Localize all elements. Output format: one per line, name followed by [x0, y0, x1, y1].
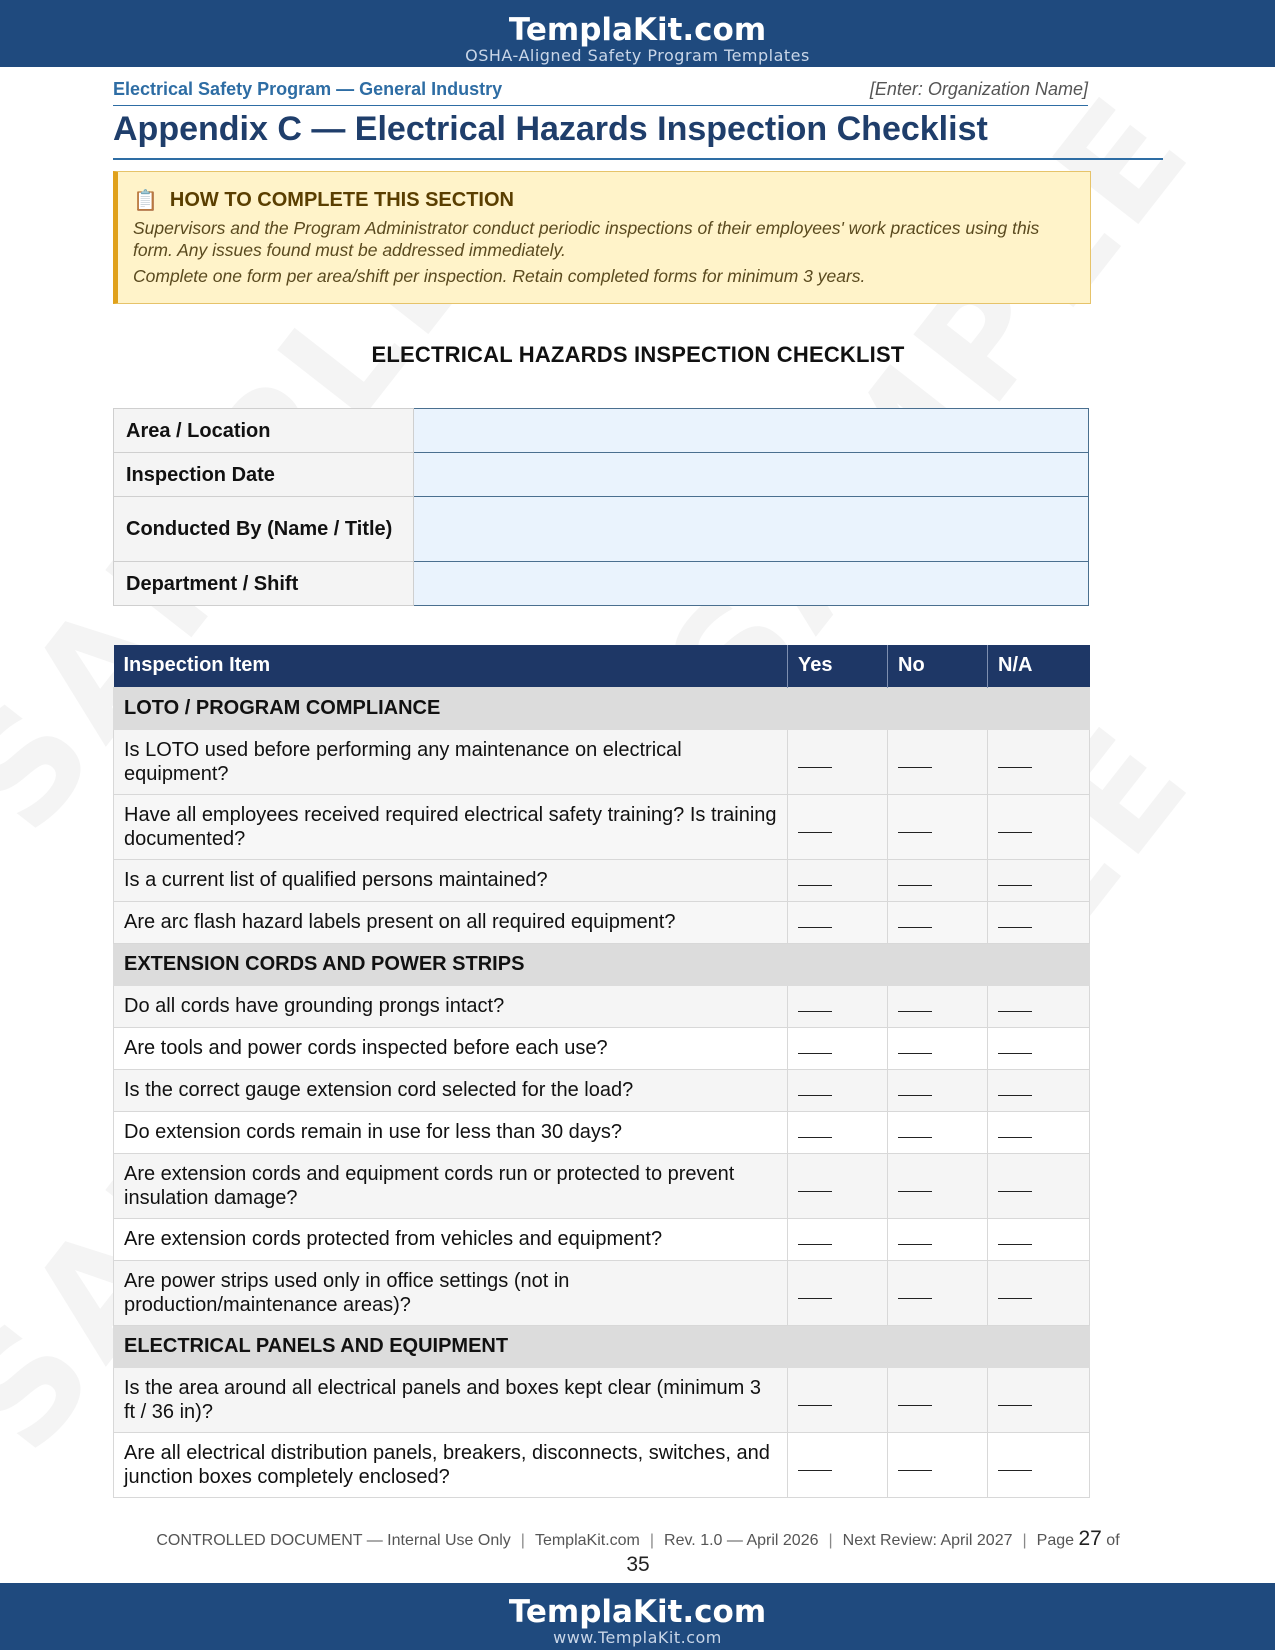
yes-answer-blank[interactable]	[788, 1027, 888, 1069]
instructions-callout	[113, 171, 1091, 304]
no-answer-blank[interactable]	[888, 1027, 988, 1069]
na-answer-blank[interactable]	[988, 794, 1090, 859]
running-header	[113, 76, 1088, 106]
answer-line	[998, 927, 1032, 928]
inspection-item-text: Is LOTO used before performing any maintenance on electrical equipment?	[114, 729, 788, 794]
organization-name-placeholder: [Enter: Organization Name]	[869, 79, 1088, 99]
brand-name: TemplaKit.com	[508, 1594, 767, 1630]
answer-line	[898, 1244, 932, 1245]
inspection-checklist-table	[113, 645, 1090, 1498]
inspection-item-text: Is a current list of qualified persons maintained?	[114, 859, 788, 901]
answer-line	[898, 1011, 932, 1012]
yes-answer-blank[interactable]	[788, 1367, 888, 1432]
category-row	[114, 1325, 1090, 1367]
column-header-na: N/A	[988, 645, 1090, 687]
answer-line	[998, 1011, 1032, 1012]
bottom-banner	[0, 1583, 1275, 1650]
answer-line	[998, 1298, 1032, 1299]
callout-heading-row	[133, 188, 1072, 213]
inspection-item-text: Are extension cords and equipment cords run or protected to prevent insulation damage?	[114, 1153, 788, 1218]
no-answer-blank[interactable]	[888, 1153, 988, 1218]
callout-text: Supervisors and the Program Administrator conduct periodic inspections of their employees' work practices using this form. Any issues found must be addressed immediately.	[133, 218, 1040, 260]
yes-answer-blank[interactable]	[788, 1260, 888, 1325]
next-review: Next Review: April 2027	[842, 1532, 1013, 1549]
checklist-row	[114, 901, 1090, 943]
brand-tagline: OSHA-Aligned Safety Program Templates	[465, 46, 810, 65]
column-header-item: Inspection Item	[114, 645, 788, 687]
no-answer-blank[interactable]	[888, 901, 988, 943]
of-label: of	[1106, 1532, 1120, 1549]
inspection-date-field[interactable]	[414, 453, 1089, 497]
na-answer-blank[interactable]	[988, 1153, 1090, 1218]
inspection-item-text: Are arc flash hazard labels present on all required equipment?	[114, 901, 788, 943]
checklist-row	[114, 1432, 1090, 1497]
checklist-row	[114, 729, 1090, 794]
department-shift-field[interactable]	[414, 562, 1089, 606]
answer-line	[898, 1298, 932, 1299]
category-row	[114, 687, 1090, 729]
na-answer-blank[interactable]	[988, 901, 1090, 943]
page-number: 27	[1078, 1527, 1102, 1550]
clipboard-icon: 📋	[133, 190, 158, 212]
page-label: Page	[1036, 1532, 1075, 1549]
no-answer-blank[interactable]	[888, 1367, 988, 1432]
info-label: Area / Location	[114, 409, 414, 453]
answer-line	[998, 1244, 1032, 1245]
area-location-field[interactable]	[414, 409, 1089, 453]
answer-line	[798, 1191, 832, 1192]
callout-heading: HOW TO COMPLETE THIS SECTION	[169, 189, 514, 211]
checklist-row	[114, 1153, 1090, 1218]
answer-line	[798, 832, 832, 833]
answer-line	[998, 1137, 1032, 1138]
na-answer-blank[interactable]	[988, 1069, 1090, 1111]
yes-answer-blank[interactable]	[788, 1218, 888, 1260]
page-title: Appendix C — Electrical Hazards Inspection Checklist	[113, 110, 1163, 160]
answer-line	[798, 1405, 832, 1406]
checklist-row	[114, 1218, 1090, 1260]
checklist-row	[114, 1111, 1090, 1153]
na-answer-blank[interactable]	[988, 1432, 1090, 1497]
yes-answer-blank[interactable]	[788, 985, 888, 1027]
checklist-row	[114, 985, 1090, 1027]
answer-line	[998, 1470, 1032, 1471]
yes-answer-blank[interactable]	[788, 1069, 888, 1111]
checklist-row	[114, 1027, 1090, 1069]
na-answer-blank[interactable]	[988, 1111, 1090, 1153]
answer-line	[898, 1095, 932, 1096]
info-label: Inspection Date	[114, 453, 414, 497]
page-total: 35	[626, 1553, 650, 1576]
answer-line	[798, 767, 832, 768]
na-answer-blank[interactable]	[988, 1367, 1090, 1432]
answer-line	[898, 885, 932, 886]
no-answer-blank[interactable]	[888, 794, 988, 859]
yes-answer-blank[interactable]	[788, 1153, 888, 1218]
category-title: EXTENSION CORDS AND POWER STRIPS	[114, 943, 1090, 985]
document-status: CONTROLLED DOCUMENT — Internal Use Only	[156, 1532, 511, 1549]
inspection-item-text: Are extension cords protected from vehicles and equipment?	[114, 1218, 788, 1260]
checklist-row	[114, 794, 1090, 859]
answer-line	[798, 1011, 832, 1012]
answer-line	[898, 1405, 932, 1406]
category-row	[114, 943, 1090, 985]
answer-line	[798, 927, 832, 928]
no-answer-blank[interactable]	[888, 1111, 988, 1153]
inspection-item-text: Are tools and power cords inspected before each use?	[114, 1027, 788, 1069]
inspection-item-text: Is the correct gauge extension cord selected for the load?	[114, 1069, 788, 1111]
inspection-item-text: Have all employees received required electrical safety training? Is training documented?	[114, 794, 788, 859]
answer-line	[898, 1470, 932, 1471]
answer-line	[798, 1095, 832, 1096]
no-answer-blank[interactable]	[888, 1260, 988, 1325]
yes-answer-blank[interactable]	[788, 794, 888, 859]
no-answer-blank[interactable]	[888, 1069, 988, 1111]
answer-line	[998, 1405, 1032, 1406]
program-name: Electrical Safety Program — General Industry	[113, 79, 503, 99]
yes-answer-blank[interactable]	[788, 729, 888, 794]
inspection-item-text: Do all cords have grounding prongs intact?	[114, 985, 788, 1027]
column-header-no: No	[888, 645, 988, 687]
inspection-item-text: Are power strips used only in office settings (not in production/maintenance areas)?	[114, 1260, 788, 1325]
yes-answer-blank[interactable]	[788, 1432, 888, 1497]
checklist-row	[114, 859, 1090, 901]
na-answer-blank[interactable]	[988, 1218, 1090, 1260]
answer-line	[998, 832, 1032, 833]
brand-url[interactable]: www.TemplaKit.com	[553, 1628, 722, 1647]
column-header-yes: Yes	[788, 645, 888, 687]
answer-line	[998, 1095, 1032, 1096]
answer-line	[898, 832, 932, 833]
no-answer-blank[interactable]	[888, 729, 988, 794]
na-answer-blank[interactable]	[988, 859, 1090, 901]
answer-line	[998, 1191, 1032, 1192]
answer-line	[898, 1053, 932, 1054]
inspection-item-text: Do extension cords remain in use for less than 30 days?	[114, 1111, 788, 1153]
answer-line	[998, 1053, 1032, 1054]
answer-line	[798, 885, 832, 886]
na-answer-blank[interactable]	[988, 1027, 1090, 1069]
no-answer-blank[interactable]	[888, 1218, 988, 1260]
answer-line	[998, 767, 1032, 768]
inspection-item-text: Are all electrical distribution panels, breakers, disconnects, switches, and junction boxes completely enclosed?	[114, 1432, 788, 1497]
info-label: Department / Shift	[114, 562, 414, 606]
answer-line	[798, 1470, 832, 1471]
checklist-row	[114, 1069, 1090, 1111]
brand-name: TemplaKit.com	[508, 12, 767, 48]
info-label: Conducted By (Name / Title)	[114, 497, 414, 562]
checklist-title: ELECTRICAL HAZARDS INSPECTION CHECKLIST	[371, 342, 905, 367]
no-answer-blank[interactable]	[888, 859, 988, 901]
answer-line	[898, 1137, 932, 1138]
yes-answer-blank[interactable]	[788, 901, 888, 943]
inspection-info-table	[113, 408, 1089, 606]
na-answer-blank[interactable]	[988, 729, 1090, 794]
answer-line	[798, 1298, 832, 1299]
checklist-row	[114, 1367, 1090, 1432]
callout-text: Complete one form per area/shift per inspection. Retain completed forms for minimum 3 years.	[133, 266, 866, 286]
answer-line	[898, 767, 932, 768]
no-answer-blank[interactable]	[888, 1432, 988, 1497]
answer-line	[898, 927, 932, 928]
na-answer-blank[interactable]	[988, 985, 1090, 1027]
checklist-row	[114, 1260, 1090, 1325]
answer-line	[798, 1137, 832, 1138]
page-footer: CONTROLLED DOCUMENT — Internal Use Only | TemplaKit.com | Rev. 1.0 — April 2026 | Next Review: April 2027 | Page 27 of 35	[113, 1526, 1163, 1576]
yes-answer-blank[interactable]	[788, 1111, 888, 1153]
revision: Rev. 1.0 — April 2026	[664, 1532, 819, 1549]
na-answer-blank[interactable]	[988, 1260, 1090, 1325]
category-title: LOTO / PROGRAM COMPLIANCE	[114, 687, 1090, 729]
answer-line	[998, 885, 1032, 886]
answer-line	[798, 1244, 832, 1245]
conducted-by-field[interactable]	[414, 497, 1089, 562]
inspection-item-text: Is the area around all electrical panels and boxes kept clear (minimum 3 ft / 36 in)?	[114, 1367, 788, 1432]
top-banner	[0, 0, 1275, 67]
answer-line	[798, 1053, 832, 1054]
no-answer-blank[interactable]	[888, 985, 988, 1027]
yes-answer-blank[interactable]	[788, 859, 888, 901]
answer-line	[898, 1191, 932, 1192]
category-title: ELECTRICAL PANELS AND EQUIPMENT	[114, 1325, 1090, 1367]
footer-site: TemplaKit.com	[534, 1532, 640, 1549]
